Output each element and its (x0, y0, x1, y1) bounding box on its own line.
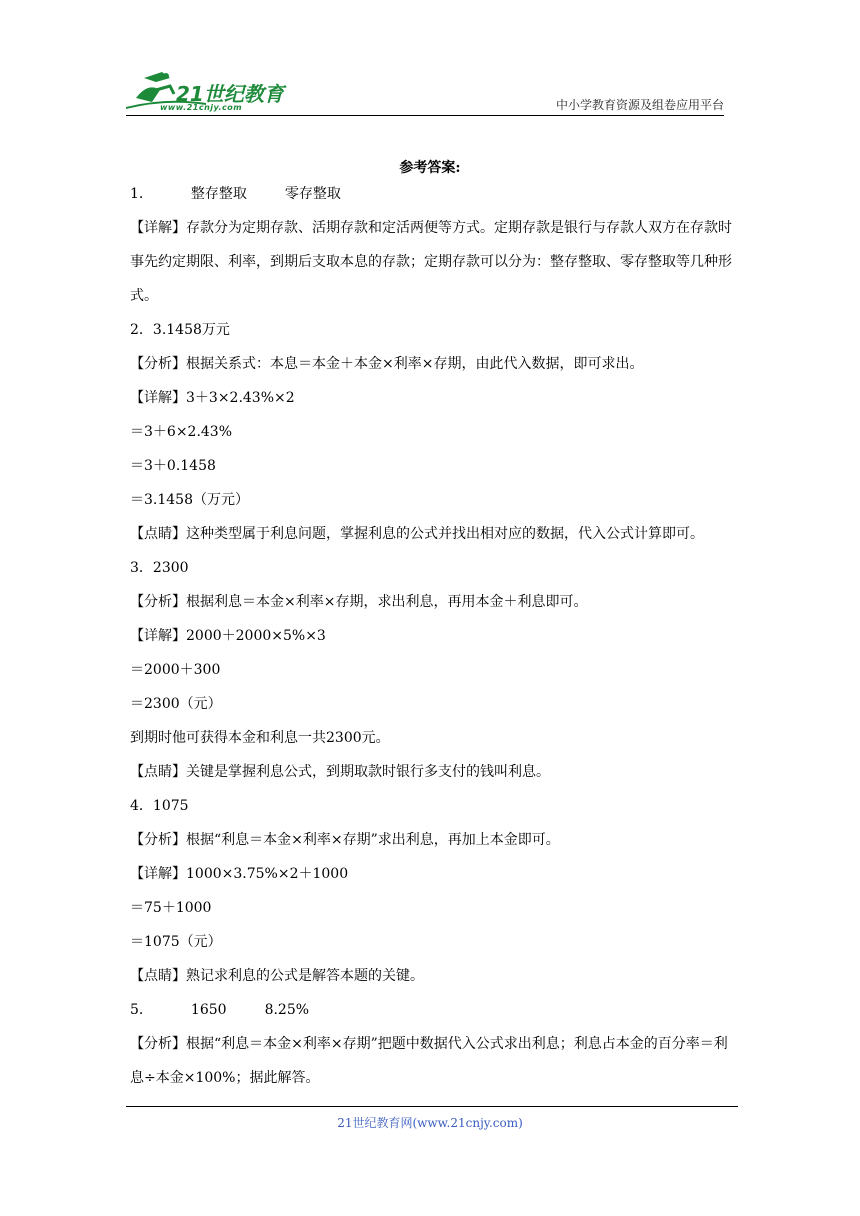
answer-line: 【分析】根据“利息＝本金×利率×存期”求出利息，再加上本金即可。 (130, 832, 560, 848)
answer-line: 【详解】存款分为定期存款、活期存款和定活两便等方式。定期存款是银行与存款人双方在存款时事先约定期限、利率，到期后支取本息的存款；定期存款可以分为：整存整取、零存整取等几种形式。 (130, 220, 732, 304)
answer-blank: 整存整取 (190, 186, 247, 202)
answer-line: 3．2300 (130, 560, 189, 576)
answer-line: 【点睛】关键是掌握利息公式，到期取款时银行多支付的钱叫利息。 (130, 764, 550, 780)
header-divider (126, 115, 724, 116)
answer-line: ＝3＋0.1458 (130, 458, 216, 474)
page-title: 参考答案: (399, 160, 461, 176)
answer-blank: 零存整取 (284, 186, 341, 202)
answer-blank: 8.25% (264, 1002, 310, 1018)
question-number: 5． (130, 1002, 153, 1018)
answer-line: 4．1075 (130, 798, 189, 814)
answer-line: ＝75＋1000 (130, 900, 212, 916)
answer-line: 【详解】1000×3.75%×2＋1000 (130, 866, 349, 882)
logo-url: www.21cnjy.com (160, 103, 243, 112)
answer-line: 【分析】根据利息＝本金×利率×存期，求出利息，再用本金＋利息即可。 (130, 594, 588, 610)
answer-line: 到期时他可获得本金和利息一共2300元。 (130, 730, 390, 746)
answer-content (130, 181, 735, 1095)
answer-line (130, 181, 735, 215)
answer-line: 【分析】根据“利息＝本金×利率×存期”把题中数据代入公式求出利息；利息占本金的百分率＝利息÷本金×100%；据此解答。 (130, 1036, 728, 1086)
footer-divider (126, 1106, 738, 1107)
answer-line: ＝1075（元） (130, 934, 222, 950)
answer-line: ＝3＋6×2.43% (130, 424, 233, 440)
answer-line: 【点睛】熟记求利息的公式是解答本题的关键。 (130, 968, 424, 984)
footer-text: 21世纪教育网(www.21cnjy.com) (337, 1116, 523, 1130)
answer-line: 【详解】3＋3×2.43%×2 (130, 390, 295, 406)
answer-line: ＝3.1458（万元） (130, 492, 249, 508)
answer-line: ＝2000＋300 (130, 662, 221, 678)
answer-line (130, 997, 735, 1031)
answer-line: 【详解】2000＋2000×5%×3 (130, 628, 326, 644)
answer-blank: 1650 (190, 1002, 227, 1018)
answer-line: ＝2300（元） (130, 696, 222, 712)
answer-line: 【分析】根据关系式：本息＝本金＋本金×利率×存期，由此代入数据，即可求出。 (130, 356, 644, 372)
answer-line: 【点睛】这种类型属于利息问题，掌握利息的公式并找出相对应的数据，代入公式计算即可。 (130, 526, 704, 542)
question-number: 1． (130, 186, 153, 202)
platform-name: 中小学教育资源及组卷应用平台 (555, 98, 724, 112)
answer-line: 2．3.1458万元 (130, 322, 230, 338)
logo-text: 21世纪教育 (176, 82, 284, 106)
